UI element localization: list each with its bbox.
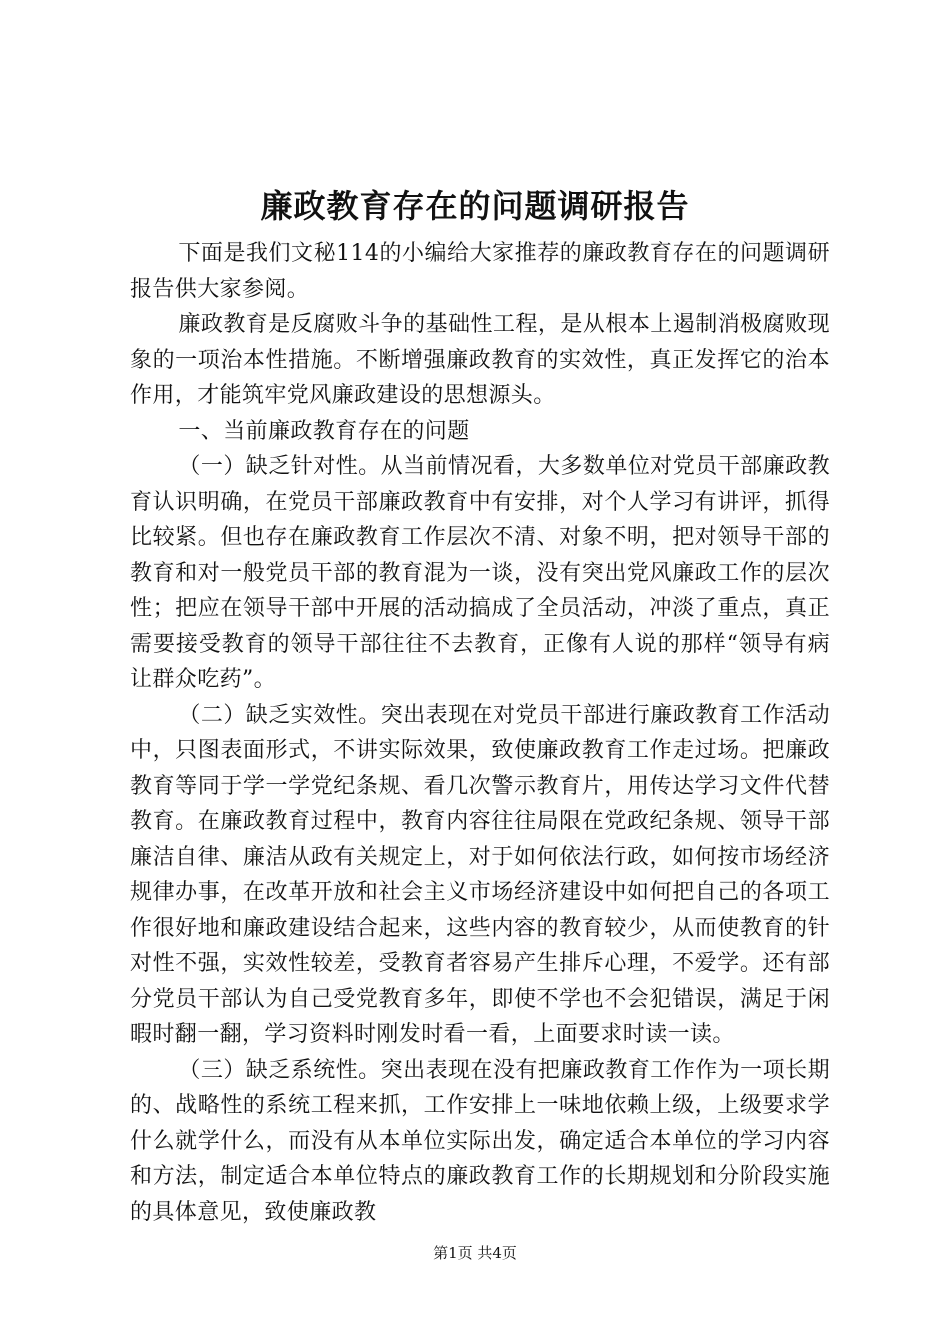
section-heading: 一、当前廉政教育存在的问题 — [178, 418, 470, 444]
problem-3-paragraph: （三）缺乏系统性。突出表现在没有把廉政教育工作作为一项长期的、战略性的系统工程来抓，工作安排上一味地依赖上级，上级要求学什么就学什么，而没有从本单位实际出发，确定适合本单位的学习内容和方法，制定适合本单位特点的廉政教育工作的长期规划和分阶段实施的具体意见，致使廉政教 — [130, 1057, 830, 1225]
problem-1-paragraph: （一）缺乏针对性。从当前情况看，大多数单位对党员干部廉政教育认识明确，在党员干部廉政教育中有安排，对个人学习有讲评，抓得比较紧。但也存在廉政教育工作层次不清、对象不明，把对领导干部的教育和对一般党员干部的教育混为一谈，没有突出党风廉政工作的层次性；把应在领导干部中开展的活动搞成了全员活动，冲淡了重点，真正需要接受教育的领导干部往往不去教育，正像有人说的那样“领导有病让群众吃药”。 — [130, 454, 830, 692]
page-title: 廉政教育存在的问题调研报告 — [260, 187, 690, 225]
problem-2-paragraph: （二）缺乏实效性。突出表现在对党员干部进行廉政教育工作活动中，只图表面形式，不讲实际效果，致使廉政教育工作走过场。把廉政教育等同于学一学党纪条规、看几次警示教育片，用传达学习文件代替教育。在廉政教育过程中，教育内容往往局限在党政纪条规、领导干部廉洁自律、廉洁从政有关规定上，对于如何依法行政，如何按市场经济规律办事，在改革开放和社会主义市场经济建设中如何把自己的各项工作很好地和廉政建设结合起来，这些内容的教育较少，从而使教育的针对性不强，实效性较差，受教育者容易产生排斥心理，不爱学。还有部分党员干部认为自己受党教育多年，即使不学也不会犯错误，满足于闲暇时翻一翻，学习资料时刚发时看一看，上面要求时读一读。 — [130, 702, 830, 1047]
page-footer: 第1页 共4页 — [433, 1244, 517, 1262]
intro-paragraph: 下面是我们文秘114的小编给大家推荐的廉政教育存在的问题调研报告供大家参阅。 — [130, 241, 830, 302]
document-body — [130, 236, 830, 1230]
overview-paragraph: 廉政教育是反腐败斗争的基础性工程，是从根本上遏制消极腐败现象的一项治本性措施。不断增强廉政教育的实效性，真正发挥它的治本作用，才能筑牢党风廉政建设的思想源头。 — [130, 312, 830, 408]
